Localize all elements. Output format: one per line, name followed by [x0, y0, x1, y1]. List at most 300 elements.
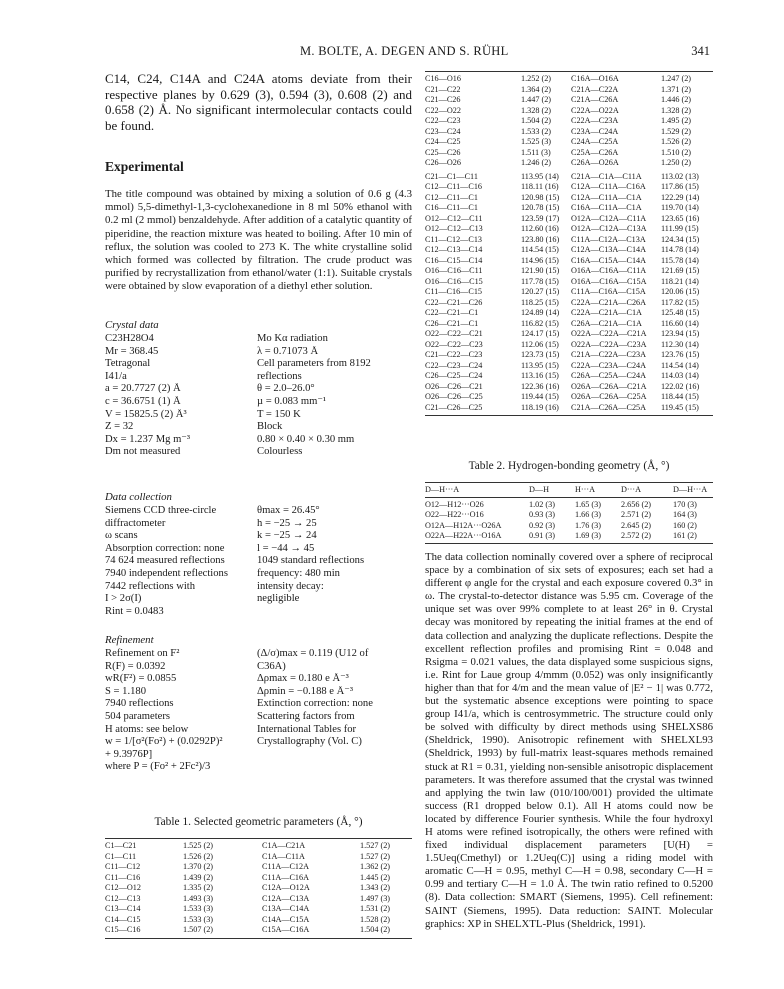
table1-row — [105, 862, 412, 873]
table2-caption: Table 2. Hydrogen-bonding geometry (Å, °) — [468, 460, 670, 472]
data-collection-row-value: 1049 standard reflections — [257, 555, 365, 567]
angle-row-cell: 122.02 (16) — [661, 381, 700, 391]
angle-row-cell: 120.06 (15) — [661, 287, 700, 296]
data-collection-row-label: 7442 reflections with — [105, 580, 196, 592]
data-collection-row-label: Siemens CCD three-circle — [105, 505, 217, 516]
angle-row-cell: 120.27 (15) — [521, 287, 560, 296]
crystal-data-row-label: V = 15825.5 (2) Å³ — [105, 408, 187, 420]
angle-row — [425, 371, 713, 382]
bond-row-cell: 1.526 (2) — [661, 137, 692, 146]
angle-row — [425, 235, 713, 246]
refinement-row — [105, 724, 412, 737]
crystal-data-row-value: Colourless — [257, 446, 303, 458]
refinement-row-label: w = 1/[σ²(Fo²) + (0.0292P)² — [105, 736, 223, 748]
bond-row-cell: 1.447 (2) — [521, 95, 552, 104]
angle-row-cell: C26—C25—C24 — [425, 371, 483, 380]
table1-row-cell: C1—C11 — [105, 851, 137, 861]
angle-row-cell: C22—C21—C26 — [425, 297, 483, 307]
angle-row-cell: C26A—C21A—C1A — [571, 318, 642, 328]
refinement-row — [105, 648, 412, 661]
table1-row-cell: 1.497 (3) — [360, 893, 391, 903]
bond-row-cell: 1.250 (2) — [661, 158, 692, 167]
bond-row-cell: C23—C24 — [425, 126, 461, 136]
table1-row-cell: C12—C13 — [105, 893, 141, 903]
table1-row-cell: 1.445 (2) — [360, 872, 391, 882]
angle-row-cell: 117.78 (15) — [521, 276, 559, 286]
bond-row — [425, 106, 713, 117]
table1-row-cell: C11A—C12A — [262, 862, 310, 871]
intro-paragraph: C14, C24, C14A and C24A atoms deviate from their respective planes by 0.629 (3), 0.594 (3), 0.608 (2) and 0.658 (2) Å. No significant intermolecular contacts could be found. — [105, 71, 412, 133]
data-collection-rows — [105, 505, 412, 618]
angle-row-cell: 118.19 (16) — [521, 402, 559, 412]
data-collection-row-label: diffractometer — [105, 517, 166, 529]
crystal-data-row — [105, 358, 412, 371]
data-collection-row-value: θmax = 26.45° — [257, 505, 320, 516]
table2-row — [425, 510, 713, 520]
angle-row-cell: 123.65 (16) — [661, 213, 700, 223]
angle-row-cell: 124.17 (15) — [521, 329, 560, 338]
angle-row-cell: 120.78 (15) — [521, 203, 560, 212]
crystal-data-row — [105, 333, 412, 346]
refinement-row — [105, 698, 412, 711]
data-collection-row-value: h = −25 → 25 — [257, 517, 317, 529]
refinement-row-value: Δρmax = 0.180 e Å⁻³ — [257, 673, 349, 685]
angle-row-cell: C12A—C11A—C16A — [571, 182, 646, 191]
crystal-data-row-label: c = 36.6751 (1) Å — [105, 395, 181, 407]
table2-row-cell: O12—H12···O26 — [425, 500, 484, 510]
angle-row-cell: 118.44 (15) — [661, 392, 699, 401]
table1-row-cell: 1.507 (2) — [183, 925, 214, 934]
crystal-data-row-label: Dx = 1.237 Mg m⁻³ — [105, 433, 191, 445]
crystal-data-row-label: Dm not measured — [105, 446, 181, 458]
crystal-data-row-value: Mo Kα radiation — [257, 333, 328, 344]
angle-row — [425, 245, 713, 256]
bond-row — [425, 85, 713, 96]
table2-row-cell: O22—H22···O16 — [425, 510, 484, 520]
data-collection-block — [105, 491, 412, 618]
bond-row-cell: C21A—C22A — [571, 84, 619, 94]
refinement-block — [105, 634, 412, 774]
bond-row-cell: C22—O22 — [425, 105, 461, 115]
bond-row-cell: 1.529 (2) — [661, 126, 692, 136]
angle-row — [425, 256, 713, 267]
crystal-data-row-value: µ = 0.083 mm⁻¹ — [257, 395, 327, 407]
crystal-data-row-label: I41/a — [105, 370, 127, 382]
angle-row-cell: O12—C12—C11 — [425, 213, 483, 223]
angle-row-cell: 118.21 (14) — [661, 276, 699, 286]
angle-row-cell: 114.54 (14) — [661, 360, 699, 370]
data-collection-row-value — [257, 606, 412, 619]
angle-row-cell: O16—C16—C11 — [425, 266, 483, 275]
angle-row-cell: 122.36 (16) — [521, 381, 560, 391]
table2-row-cell: O22A—H22A···O16A — [425, 530, 502, 540]
angle-row-cell: 119.44 (15) — [521, 392, 559, 401]
angle-row-cell: 118.11 (16) — [521, 182, 559, 191]
angle-row-cell: C22A—C21A—C26A — [571, 297, 647, 307]
table1-row-cell: C1A—C11A — [262, 851, 305, 861]
angle-row — [425, 287, 713, 298]
angle-row-cell: 116.60 (14) — [661, 318, 699, 328]
bond-row-cell: C24—C25 — [425, 137, 461, 146]
angle-row-cell: O16A—C16A—C11A — [571, 266, 647, 275]
data-collection-row — [105, 555, 412, 568]
table2-row-cell: 160 (2) — [673, 520, 697, 530]
table1-row-cell: 1.362 (2) — [360, 862, 391, 871]
bond-row — [425, 148, 713, 159]
table1-row — [105, 883, 412, 894]
angle-row-cell: 116.82 (15) — [521, 318, 559, 328]
angle-row-cell: C21A—C26A—C25A — [571, 402, 647, 412]
table1-continued — [425, 71, 713, 416]
angle-row-cell: 120.98 (15) — [521, 192, 560, 202]
table1-row-cell: C12A—O12A — [262, 883, 310, 892]
bond-row-cell: C23A—C24A — [571, 126, 619, 136]
angle-row-cell: 123.76 (15) — [661, 350, 700, 359]
refinement-row-value: Crystallography (Vol. C) — [257, 736, 362, 748]
crystal-data-row — [105, 396, 412, 409]
angle-row — [425, 172, 713, 183]
table1-row-cell: C12—O12 — [105, 883, 141, 892]
crystal-data-block — [105, 319, 412, 459]
refinement-row-label: wR(F²) = 0.0855 — [105, 673, 177, 685]
bond-row — [425, 116, 713, 127]
data-collection-row-label: I > 2σ(I) — [105, 593, 142, 605]
table2-row-cell: 1.02 (3) — [529, 500, 555, 510]
refinement-row — [105, 736, 412, 749]
refinement-row-value: C36A) — [257, 660, 286, 672]
bond-row-cell: 1.247 (2) — [661, 74, 692, 83]
crystal-data-row-value: Cell parameters from 8192 — [257, 358, 371, 370]
angle-row-cell: 119.45 (15) — [661, 402, 699, 412]
table1-row-cell: 1.531 (2) — [360, 904, 391, 913]
angle-row-cell: O12—C12—C13 — [425, 224, 483, 233]
crystal-data-row — [105, 434, 412, 447]
table1-row — [105, 894, 412, 905]
table1-row-cell: 1.504 (2) — [360, 925, 391, 934]
angle-row-cell: C11A—C12A—C13A — [571, 234, 646, 244]
left-column — [105, 71, 412, 934]
bond-row-cell: 1.533 (2) — [521, 126, 552, 136]
bond-row-cell: C22—C23 — [425, 116, 461, 125]
angle-row-cell: 113.02 (13) — [661, 171, 699, 181]
table2-row-cell: 0.91 (3) — [529, 530, 555, 540]
angle-row-cell: C12—C11—C1 — [425, 192, 478, 202]
angle-row-cell: 117.86 (15) — [661, 182, 699, 191]
angle-row-cell: 114.78 (14) — [661, 245, 699, 254]
angle-row-cell: 114.03 (14) — [661, 371, 699, 380]
angle-row-cell: C21A—C1A—C11A — [571, 171, 642, 181]
experimental-heading: Experimental — [105, 159, 184, 174]
table2-header-cell: D—H···A — [673, 485, 708, 494]
table1-row-cell: C15A—C16A — [262, 925, 310, 934]
data-collection-row — [105, 530, 412, 543]
table2-row-cell: 0.92 (3) — [529, 520, 555, 530]
refinement-row-label: S = 1.180 — [105, 685, 146, 697]
table1-row-cell: 1.493 (3) — [183, 893, 214, 903]
refinement-row-label: + 9.3976P] — [105, 748, 153, 760]
table2-row-cell: 1.76 (3) — [575, 520, 601, 530]
angle-row-cell: O12A—C12A—C13A — [571, 224, 647, 233]
table2-row-cell: 2.656 (2) — [621, 500, 652, 510]
angle-row-cell: C11—C12—C13 — [425, 234, 483, 244]
bond-row-cell: 1.511 (3) — [521, 147, 551, 157]
table1-row — [105, 915, 412, 926]
table2-header-row — [425, 485, 713, 498]
angle-row-cell: 113.16 (15) — [521, 371, 559, 380]
table1-row-cell: C1A—C21A — [262, 841, 306, 850]
angle-row-cell: 124.34 (15) — [661, 234, 700, 244]
table1-row — [105, 925, 412, 936]
data-collection-row-label: 7940 independent reflections — [105, 567, 228, 579]
data-collection-row-label: ω scans — [105, 530, 138, 542]
angle-row — [425, 308, 713, 319]
crystal-data-rows — [105, 333, 412, 459]
bond-row-cell: C21—C22 — [425, 84, 461, 94]
crystal-data-row — [105, 446, 412, 459]
bond-row-cell: C26—O26 — [425, 158, 461, 167]
experimental-paragraph: The title compound was obtained by mixing a solution of 0.6 g (4.3 mmol) 5,5-dimethyl-1,3-cyclohexanedione in 8 ml 50% ethanol with 0.2 ml (2 mmol) benzaldehyde. After addition of a catalytic quantity of piperidine, the reaction mixture was heated to boiling. After 10 min of reflux, the solution was cooled to 273 K. The white crystalline solid which formed was collected by filtration. The crude product was purified by recrystallization from ethanol/water (1:1). Suitable crystals were obtained by slow evaporation of a diethyl ether solution. — [105, 188, 412, 293]
table1-row-cell: C13A—C14A — [262, 904, 310, 913]
refinement-row — [105, 711, 412, 724]
angle-row-cell: 121.90 (15) — [521, 266, 560, 275]
table1-row-cell: C14—C15 — [105, 914, 141, 924]
bond-row — [425, 158, 713, 169]
refinement-row — [105, 761, 412, 774]
table1-row-cell: C13—C14 — [105, 904, 141, 913]
angle-row-cell: 115.78 (14) — [661, 255, 699, 265]
angle-row-cell: O26—C26—C25 — [425, 392, 483, 401]
angle-row — [425, 350, 713, 361]
angle-row-cell: C22—C21—C1 — [425, 308, 479, 317]
table2-row-cell: 2.571 (2) — [621, 510, 652, 520]
angle-row-cell: 121.69 (15) — [661, 266, 700, 275]
angle-row-cell: O26A—C26A—C21A — [571, 381, 647, 391]
angle-row-cell: 114.96 (15) — [521, 255, 559, 265]
crystal-data-row — [105, 371, 412, 384]
data-collection-row-value: negligible — [257, 593, 300, 605]
data-collection-row-label: Absorption correction: none — [105, 542, 225, 554]
angle-row-cell: O16—C16—C15 — [425, 276, 483, 286]
refinement-row-value: (Δ/σ)max = 0.119 (U12 of — [257, 648, 369, 659]
data-collection-row-label: 74 624 measured reflections — [105, 555, 225, 567]
angle-row — [425, 361, 713, 372]
angle-row-cell: 123.73 (15) — [521, 350, 560, 359]
bond-row-cell: 1.328 (2) — [661, 105, 692, 115]
angle-row — [425, 277, 713, 288]
bond-row-cell: 1.510 (2) — [661, 147, 692, 157]
refinement-row — [105, 749, 412, 762]
table1-row-cell: 1.526 (2) — [183, 851, 214, 861]
table2-row-cell: O12A—H12A···O26A — [425, 520, 502, 530]
angle-row-cell: C12—C13—C14 — [425, 245, 483, 254]
data-collection-row — [105, 593, 412, 606]
angle-row-cell: O22—C22—C23 — [425, 339, 483, 349]
angle-row-cell: 112.06 (15) — [521, 339, 559, 349]
angle-row — [425, 319, 713, 330]
angle-row-cell: 113.95 (15) — [521, 360, 559, 370]
angle-row-cell: 123.80 (16) — [521, 234, 560, 244]
angle-row-cell: C22A—C23A—C24A — [571, 360, 647, 370]
table2-row — [425, 521, 713, 531]
angle-row-cell: C12A—C11A—C1A — [571, 192, 642, 202]
table1-row-cell: C1—C21 — [105, 841, 137, 850]
data-collection-row — [105, 568, 412, 581]
angle-row-cell: O16A—C16A—C15A — [571, 276, 647, 286]
table2-row — [425, 500, 713, 510]
angle-row-cell: 113.95 (14) — [521, 171, 559, 181]
angle-row-cell: C22—C23—C24 — [425, 360, 483, 370]
angle-row-cell: C21—C26—C25 — [425, 402, 483, 412]
bond-row — [425, 137, 713, 148]
refinement-rows — [105, 648, 412, 774]
refinement-row-value — [257, 761, 412, 774]
refinement-heading: Refinement — [105, 634, 154, 646]
bond-row-cell: 1.252 (2) — [521, 74, 552, 83]
refinement-row — [105, 673, 412, 686]
page-number: 341 — [691, 44, 710, 58]
crystal-data-row — [105, 383, 412, 396]
angle-row-cell: 125.48 (15) — [661, 308, 700, 317]
angle-row — [425, 182, 713, 193]
angle-row — [425, 403, 713, 414]
data-collection-row — [105, 518, 412, 531]
bond-row-cell: C21A—C26A — [571, 95, 619, 104]
table1-row-cell: C12A—C13A — [262, 893, 310, 903]
refinement-row-value — [257, 749, 412, 762]
table1-row — [105, 852, 412, 863]
angle-row-cell: C11—C16—C15 — [425, 287, 483, 296]
angle-row-cell: 111.99 (15) — [661, 224, 699, 233]
table1-row-cell: 1.343 (2) — [360, 883, 391, 892]
bond-row-cell: C25A—C26A — [571, 147, 619, 157]
table2-row-cell: 2.572 (2) — [621, 530, 652, 540]
bond-row-cell: 1.495 (2) — [661, 116, 692, 125]
refinement-row-label: where P = (Fo² + 2Fc²)/3 — [105, 761, 211, 773]
crystal-data-row-value: λ = 0.71073 Å — [257, 345, 319, 357]
table2-row-cell: 161 (2) — [673, 530, 697, 540]
table2-row-cell: 0.93 (3) — [529, 510, 555, 520]
table2-row-cell: 1.65 (3) — [575, 500, 601, 510]
angle-row — [425, 382, 713, 393]
table1-row-cell: 1.439 (2) — [183, 872, 214, 882]
angle-row-cell: C11A—C16A—C15A — [571, 287, 646, 296]
crystal-data-row-label: C23H28O4 — [105, 333, 154, 344]
angle-row-cell: 124.89 (14) — [521, 308, 560, 317]
data-collection-row-value: frequency: 480 min — [257, 567, 340, 579]
bond-row-cell: C26A—O26A — [571, 158, 619, 167]
bond-row-cell: 1.371 (2) — [661, 84, 692, 94]
crystal-data-row-label: Mr = 368.45 — [105, 345, 159, 357]
data-collection-row-label: Rint = 0.0483 — [105, 605, 164, 617]
data-collection-row — [105, 606, 412, 619]
angle-row-cell: 112.30 (14) — [661, 339, 699, 349]
angle-row-cell: C12A—C13A—C14A — [571, 245, 647, 254]
bond-row-cell: 1.525 (3) — [521, 137, 552, 146]
angle-row-cell: C26A—C25A—C24A — [571, 371, 647, 380]
table2-header-cell: H···A — [575, 485, 596, 494]
discussion-paragraph: The data collection nominally covered over a sphere of reciprocal space by a combination of six sets of exposures; each set had a different φ angle for the crystal and each exposure covered 0.3° in ω. The crystal-to-detector distance was 5.95 cm. Coverage of the unique set was over 99% complete to at least 26° in θ. Crystal decay was monitored by repeating the initial frames at the end of data collection and analyzing the duplicate reflections. Despite the excellent reflection profiles and promising Rint = 0.048 and Rsigma = 0.021 values, the data displayed some suspicious signs, i.e. Rint for Laue group 4/mmm (0.052) was only insignificantly higher than that for 4/m and the mean value of |E² − 1| was 0.772, but the systematic absence exceptions were pointing to space group I41/a, which is centrosymmetric. The structure could only be solved with difficulty by direct methods using SHELXS86 (Sheldrick, 1990). Anisotropic refinement with SHELXL93 (Sheldrick, 1993) by full-matrix least-squares methods remained stuck at R1 = 0.31, yielding non-sensible anisotropic displacement parameters. It was therefore assumed that the crystal was twinned and applying the twin law (010/100/001) provided the ultimate success (R1 dropped below 0.1). All H atoms could now be located by difference Fourier synthesis. While the four hydroxyl H atoms were refined isotropically, the others were refined with fixed individual displacement parameters [U(H) = 1.5Ueq(Cmethyl) or 1.2Ueq(C)] using a riding model with aromatic C—H = 0.95, methyl C—H = 0.98, secondary C—H = 0.99 and tertiary C—H = 1.0 Å. The twin ratio refined to 0.5200 (8). Data collection: SMART (Siemens, 1995). Cell refinement: SAINT (Siemens, 1995). Data reduction: SAINT. Molecular graphics: XP in SHELXTL-Plus (Sheldrick, 1991). — [425, 551, 713, 930]
angle-row-cell: 114.54 (15) — [521, 245, 559, 254]
crystal-data-row-value: T = 150 K — [257, 408, 301, 420]
bond-row — [425, 127, 713, 138]
table2-header-cell: D—H — [529, 485, 550, 494]
angle-row — [425, 392, 713, 403]
table1-row-cell: C15—C16 — [105, 925, 141, 934]
crystal-data-row-value: θ = 2.0–26.0° — [257, 383, 315, 395]
refinement-row-value: Δρmin = −0.188 e Å⁻³ — [257, 685, 354, 697]
bond-row-cell: 1.328 (2) — [521, 105, 552, 115]
bond-row-cell: 1.504 (2) — [521, 116, 552, 125]
angle-row-cell: C26—C21—C1 — [425, 318, 479, 328]
angle-row-cell: C16A—C11A—C1A — [571, 203, 642, 212]
data-collection-row — [105, 505, 412, 518]
data-collection-heading: Data collection — [105, 491, 172, 503]
bond-row-cell: C24A—C25A — [571, 137, 619, 146]
angle-row-cell: 117.82 (15) — [661, 297, 699, 307]
bond-row-cell: C16A—O16A — [571, 74, 619, 83]
angle-row-cell: C22A—C21A—C1A — [571, 308, 642, 317]
angle-row-cell: O26—C26—C21 — [425, 381, 483, 391]
table1-row — [105, 873, 412, 884]
crystal-data-row-value: Block — [257, 421, 283, 433]
table1-row-cell: C14A—C15A — [262, 914, 310, 924]
table1-row-cell: 1.525 (2) — [183, 841, 214, 850]
table1-row-cell: 1.533 (3) — [183, 904, 214, 913]
running-head-authors: M. BOLTE, A. DEGEN AND S. RÜHL — [300, 44, 509, 58]
bond-row-cell: C16—O16 — [425, 74, 461, 83]
refinement-row — [105, 661, 412, 674]
refinement-row-value: International Tables for — [257, 723, 357, 735]
angle-row-cell: 122.29 (14) — [661, 192, 700, 202]
angle-row-cell: O22A—C22A—C23A — [571, 339, 647, 349]
angle-row — [425, 340, 713, 351]
table2-row-cell: 2.645 (2) — [621, 520, 652, 530]
table1-row-cell: C11—C12 — [105, 862, 141, 871]
bond-row-cell: C22A—C23A — [571, 116, 619, 125]
angle-row-cell: O22—C22—C21 — [425, 329, 483, 338]
angle-row-cell: O12A—C12A—C11A — [571, 213, 647, 223]
table1-row-cell: C11—C16 — [105, 872, 141, 882]
data-collection-row-value: l = −44 → 45 — [257, 542, 315, 554]
table1 — [105, 838, 412, 939]
refinement-row-label: 7940 reflections — [105, 698, 174, 710]
table1-row-cell: 1.533 (3) — [183, 914, 214, 924]
crystal-data-row — [105, 421, 412, 434]
refinement-row-label: R(F) = 0.0392 — [105, 660, 166, 672]
crystal-data-row-label: a = 20.7727 (2) Å — [105, 383, 181, 395]
angle-row-cell: 123.94 (15) — [661, 329, 700, 338]
angle-row-cell: C21—C22—C23 — [425, 350, 483, 359]
bond-row-cell: C22A—O22A — [571, 105, 619, 115]
angle-row — [425, 266, 713, 277]
table1-row-cell: 1.335 (2) — [183, 883, 214, 892]
data-collection-row-value: k = −25 → 24 — [257, 530, 317, 542]
refinement-row-label: 504 parameters — [105, 710, 171, 722]
table2-row-cell: 170 (3) — [673, 500, 697, 510]
table1-row-cell: C11A—C16A — [262, 872, 310, 882]
refinement-row-value: Extinction correction: none — [257, 698, 373, 710]
bond-row — [425, 95, 713, 106]
angle-row-cell: O22A—C22A—C21A — [571, 329, 647, 338]
angle-row — [425, 224, 713, 235]
refinement-row — [105, 686, 412, 699]
data-collection-row — [105, 543, 412, 556]
crystal-data-row-value: 0.80 × 0.40 × 0.30 mm — [257, 433, 355, 445]
angle-row-cell: O26A—C26A—C25A — [571, 392, 647, 401]
angle-row-cell: 119.70 (14) — [661, 203, 699, 212]
table2-row-cell: 1.69 (3) — [575, 530, 601, 540]
bond-row-cell: C21—C26 — [425, 95, 461, 104]
